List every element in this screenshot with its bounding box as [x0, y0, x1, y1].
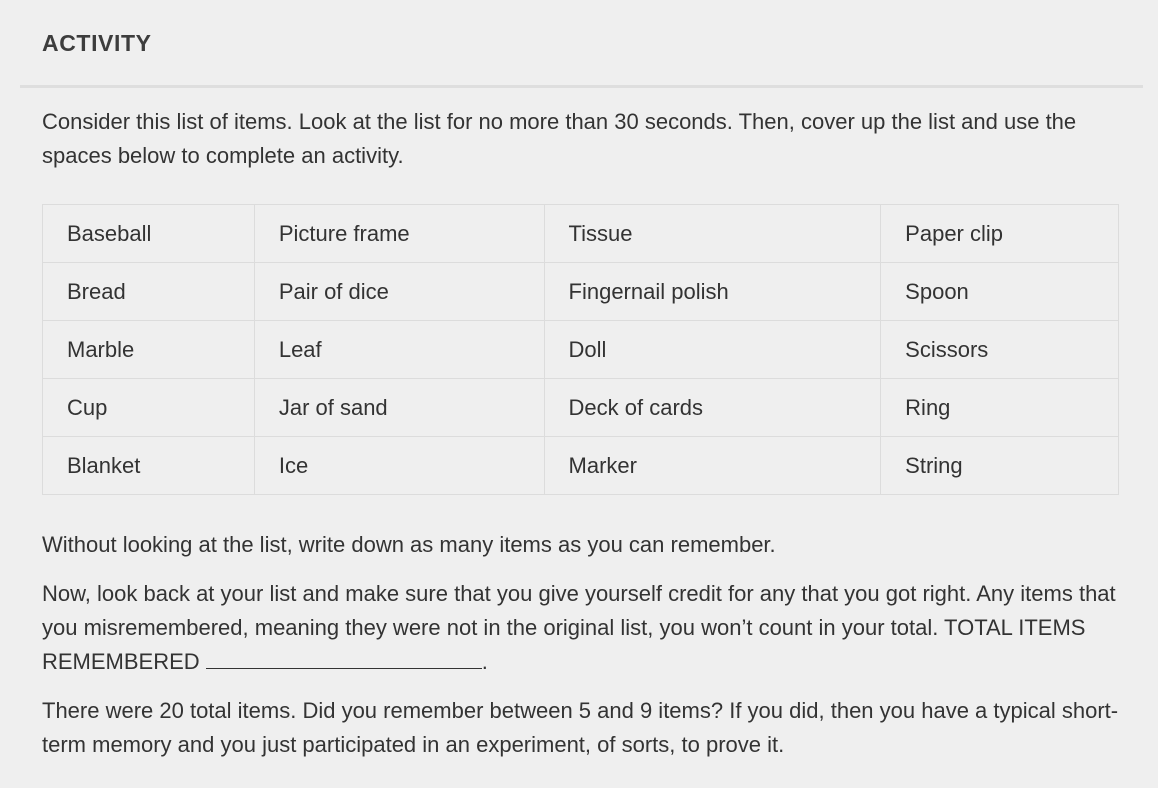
table-cell: Fingernail polish — [544, 263, 881, 321]
table-row — [43, 205, 1119, 263]
table-cell: Paper clip — [881, 205, 1119, 263]
recall-instruction: Without looking at the list, write down as many items as you can remember. — [42, 532, 776, 557]
table-cell: Picture frame — [254, 205, 544, 263]
table-cell: Bread — [43, 263, 255, 321]
table-cell: Deck of cards — [544, 379, 881, 437]
activity-header — [20, 0, 1143, 88]
review-instruction-text: Now, look back at your list and make sure that you give yourself credit for any that you got right. Any items that you misremembered, meaning they were not in the original list, you won’t count in your total. TOTAL ITEMS REMEMBERED — [42, 581, 1116, 674]
table-cell: Baseball — [43, 205, 255, 263]
table-row — [43, 263, 1119, 321]
table-cell: Blanket — [43, 437, 255, 495]
table-cell: Pair of dice — [254, 263, 544, 321]
conclusion-paragraph: There were 20 total items. Did you remember between 5 and 9 items? If you did, then you have a typical short-term memory and you just participated in an experiment, of sorts, to prove it. — [42, 698, 1119, 757]
table-cell: Tissue — [544, 205, 881, 263]
table-row — [43, 321, 1119, 379]
table-cell: Leaf — [254, 321, 544, 379]
activity-title: ACTIVITY — [42, 30, 152, 56]
total-items-blank — [206, 648, 482, 669]
activity-content — [42, 105, 1127, 762]
table-cell: Cup — [43, 379, 255, 437]
table-cell: Marker — [544, 437, 881, 495]
table-cell: Ring — [881, 379, 1119, 437]
table-row — [43, 379, 1119, 437]
table-cell: Spoon — [881, 263, 1119, 321]
table-cell: Ice — [254, 437, 544, 495]
table-cell: String — [881, 437, 1119, 495]
table-cell: Scissors — [881, 321, 1119, 379]
intro-paragraph: Consider this list of items. Look at the list for no more than 30 seconds. Then, cover up the list and use the spaces below to complete an activity. — [42, 109, 1077, 168]
review-instruction-paragraph — [42, 577, 1127, 679]
table-cell: Marble — [43, 321, 255, 379]
table-cell: Doll — [544, 321, 881, 379]
items-table — [42, 204, 1119, 495]
review-period: . — [481, 649, 488, 674]
table-row — [43, 437, 1119, 495]
table-cell: Jar of sand — [254, 379, 544, 437]
